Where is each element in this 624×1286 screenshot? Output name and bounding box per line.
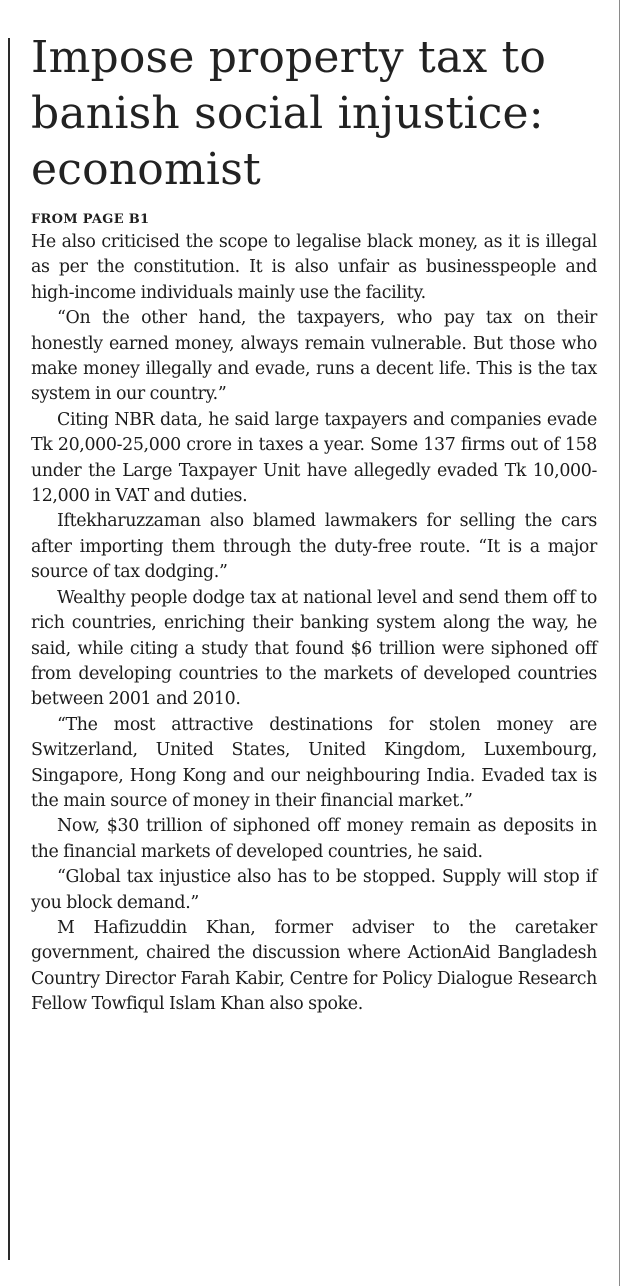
paragraph: M Hafizuddin Khan, former adviser to the caretaker government, chaired the discussion where ActionAid Bangladesh Country Director Farah Kabir, Centre for Policy Dialogue Research Fellow Towfiqul Islam Khan also spoke. — [31, 917, 597, 1015]
paragraph: “The most attractive destinations for stolen money are Switzerland, United States, United Kingdom, Luxembourg, Singapore, Hong Kong and our neighbouring India. Evaded tax is the main source of money in their financial market.” — [31, 714, 597, 811]
column-rule-right — [619, 0, 620, 1286]
headline: Impose property tax to banish social injustice: economist — [31, 32, 547, 195]
continued-from-label: FROM PAGE B1 — [31, 212, 150, 227]
paragraph: He also criticised the scope to legalise black money, as it is illegal as per the constitution. It is also unfair as businesspeople and high-income individuals mainly use the facility. — [31, 232, 597, 303]
paragraph: Citing NBR data, he said large taxpayers and companies evade Tk 20,000-25,000 crore in taxes a year. Some 137 firms out of 158 under the Large Taxpayer Unit have allegedly evaded Tk 10,000-12,000 in VAT and duties. — [31, 409, 597, 507]
paragraph: “On the other hand, the taxpayers, who pay tax on their honestly earned money, always remain vulnerable. But those who make money illegally and evade, runs a decent life. This is the tax system in our country.” — [31, 308, 597, 405]
news-article — [31, 30, 597, 1018]
paragraph: Iftekharuzzaman also blamed lawmakers for selling the cars after importing them through the duty-free route. “It is a major source of tax dodging.” — [31, 511, 597, 583]
paragraph: Wealthy people dodge tax at national level and send them off to rich countries, enriching their banking system along the way, he said, while citing a study that found $6 trillion were siphoned off from developing countries to the markets of developed countries between 2001 and 2010. — [31, 587, 597, 710]
article-body — [31, 230, 597, 1018]
column-rule-left — [8, 38, 10, 1260]
paragraph: Now, $30 trillion of siphoned off money remain as deposits in the financial markets of developed countries, he said. — [31, 816, 597, 862]
paragraph: “Global tax injustice also has to be stopped. Supply will stop if you block demand.” — [31, 867, 597, 913]
